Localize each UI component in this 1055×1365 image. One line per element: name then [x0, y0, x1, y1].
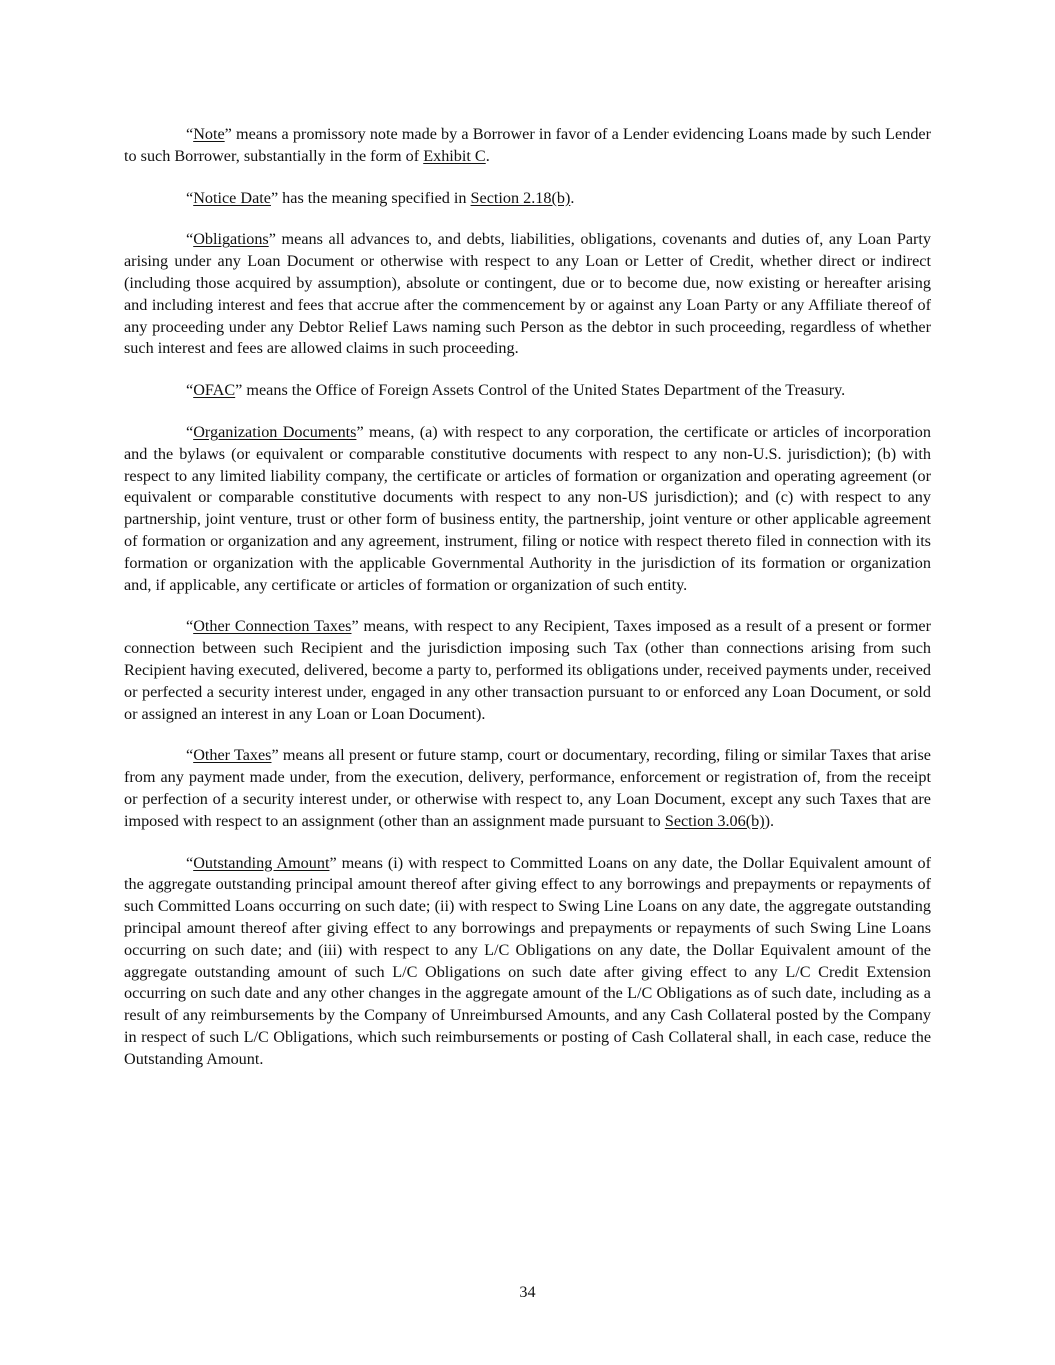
cross-reference: Exhibit C: [423, 146, 486, 165]
definition-text: ” has the meaning specified in: [270, 188, 471, 207]
definition-text-end: .: [485, 146, 490, 165]
open-quote: “: [186, 422, 194, 441]
open-quote: “: [186, 746, 194, 765]
definition-organization-documents: [124, 422, 931, 596]
definition-outstanding-amount: [124, 853, 931, 1071]
definition-text: ” means, (a) with respect to any corporation, the certificate or articles of incorporation and the bylaws (or equivalent or comparable constitutive documents with respect to any non-U.S. jurisdiction); (b) with respect to any limited liability company, the certificate or articles of formation or organization and operating agreement (or equivalent or comparable constitutive documents with respect to any non-US jurisdiction); and (c) with respect to any partnership, joint venture, trust or other form of business entity, the partnership, joint venture or other applicable agreement of formation or organization and any agreement, instrument, filing or notice with respect thereto filed in connection with its formation or organization with the applicable Governmental Authority in the jurisdiction of its formation or organization and, if applicable, any certificate or articles of formation or organization of such entity.: [124, 422, 931, 594]
open-quote: “: [186, 188, 194, 207]
definition-notice-date: [124, 188, 931, 210]
definition-obligations: [124, 229, 931, 360]
definition-text: ” means all advances to, and debts, liabilities, obligations, covenants and duties of, any Loan Party arising under any Loan Document or otherwise with respect to any Loan or Letter of Credit, whether direct or indirect (including those acquired by assumption), absolute or contingent, due or to become due, now existing or hereafter arising and including interest and fees that accrue after the commencement by or against any Loan Party or any Affiliate thereof of any proceeding under any Debtor Relief Laws naming such Person as the debtor in such proceeding, regardless of whether such interest and fees are allowed claims in such proceeding.: [124, 230, 931, 358]
open-quote: “: [186, 381, 194, 400]
defined-term: Outstanding Amount: [193, 853, 330, 872]
definition-other-connection-taxes: [124, 616, 931, 725]
page-number: 34: [519, 1283, 536, 1301]
defined-term: Other Taxes: [193, 746, 272, 765]
defined-term: Organization Documents: [193, 422, 357, 441]
definition-text: ” means, with respect to any Recipient, Taxes imposed as a result of a present or former connection between such Recipient and the jurisdiction imposing such Tax (other than connections arising from such Recipient having executed, delivered, become a party to, performed its obligations under, received payments under, received or perfected a security interest under, engaged in any other transaction pursuant to or enforced any Loan Document, or sold or assigned an interest in any Loan or Loan Document).: [124, 617, 931, 723]
definition-note: [124, 124, 931, 168]
definition-text: ” means the Office of Foreign Assets Control of the United States Department of the Treasury.: [235, 381, 846, 400]
defined-term: Note: [193, 125, 225, 143]
defined-term: Notice Date: [193, 188, 271, 207]
definition-text-end: ).: [764, 811, 775, 830]
definition-ofac: [124, 380, 931, 402]
definition-other-taxes: [124, 745, 931, 832]
open-quote: “: [186, 125, 194, 143]
defined-term: Obligations: [193, 230, 269, 249]
document-page: [124, 124, 931, 1090]
definition-text: ” means a promissory note made by a Borrower in favor of a Lender evidencing Loans made by such Lender to such Borrower, substantially in the form of: [124, 125, 931, 165]
definition-text-end: .: [570, 188, 575, 207]
cross-reference: Section 3.06(b): [664, 811, 765, 830]
defined-term: OFAC: [193, 381, 236, 400]
cross-reference: Section 2.18(b): [470, 188, 571, 207]
open-quote: “: [186, 853, 194, 872]
open-quote: “: [186, 617, 194, 636]
defined-term: Other Connection Taxes: [193, 617, 352, 636]
definition-text: ” means all present or future stamp, court or documentary, recording, filing or similar Taxes that arise from any payment made under, from the execution, delivery, performance, enforcement or registration of, from the receipt or perfection of a security interest under, or otherwise with respect to, any Loan Document, except any such Taxes that are imposed with respect to an assignment (other than an assignment made pursuant to: [124, 746, 931, 830]
definition-text: ” means (i) with respect to Committed Loans on any date, the Dollar Equivalent amount of the aggregate outstanding principal amount thereof after giving effect to any borrowings and prepayments or repayments of such Committed Loans occurring on such date; (ii) with respect to Swing Line Loans on any date, the aggregate outstanding principal amount thereof after giving effect to any borrowings and prepayments or repayments of such Swing Line Loans occurring on such date; and (iii) with respect to any L/C Obligations on any date, the Dollar Equivalent amount of the aggregate outstanding amount of such L/C Obligations on such date after giving effect to any L/C Credit Extension occurring on such date and any other changes in the aggregate amount of the L/C Obligations as of such date, including as a result of any reimbursements by the Company of Unreimbursed Amounts, and any Cash Collateral posted by the Company in respect of such L/C Obligations, which such reimbursements or posting of Cash Collateral shall, in each case, reduce the Outstanding Amount.: [124, 853, 931, 1068]
open-quote: “: [186, 230, 194, 249]
